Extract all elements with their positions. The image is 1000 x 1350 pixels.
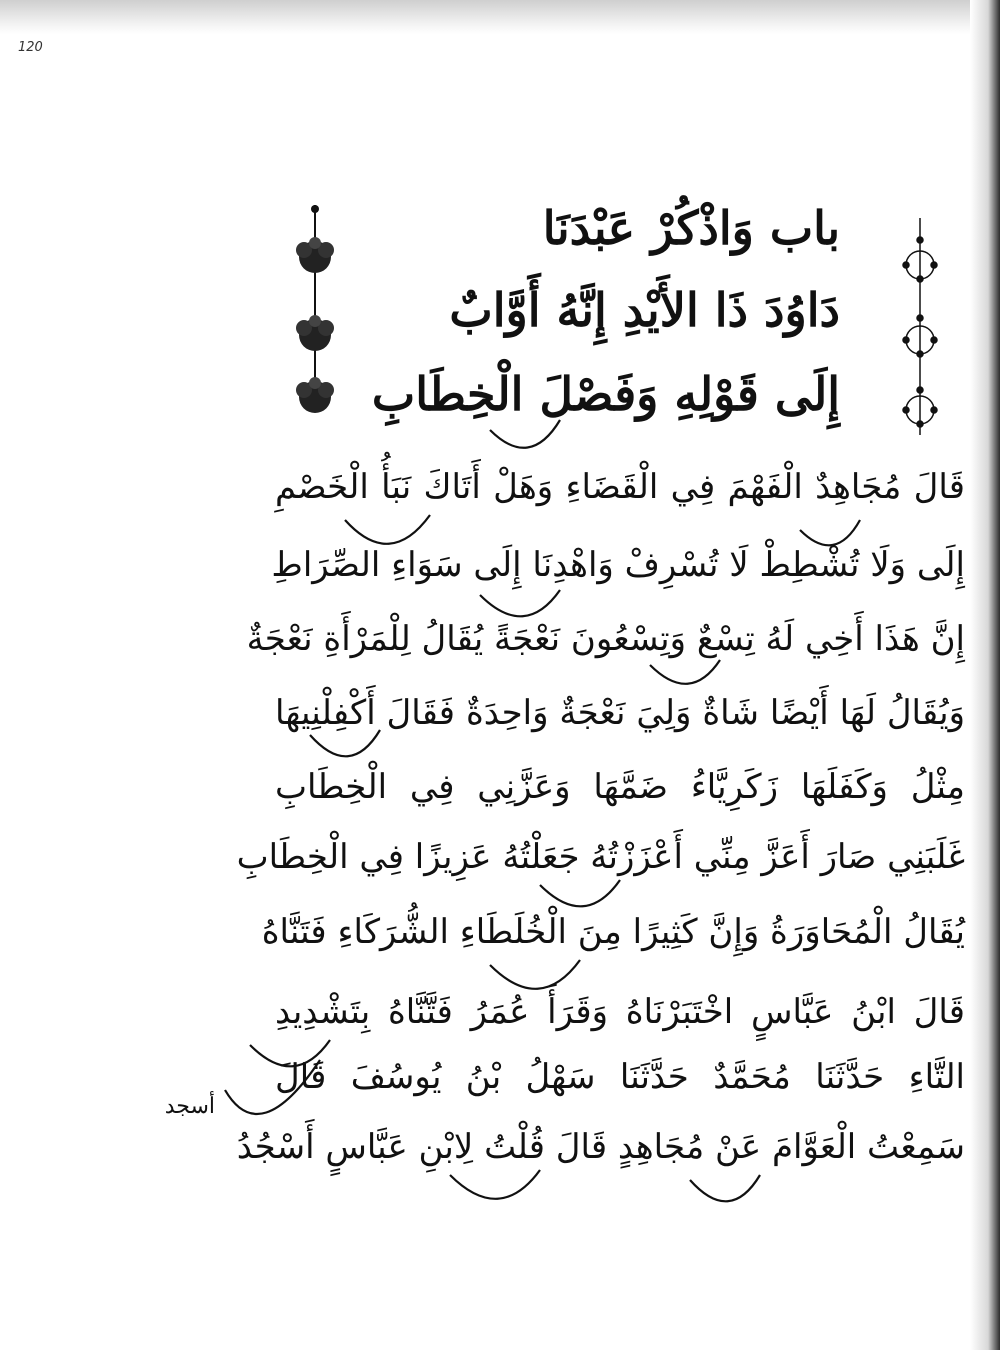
body-line-9: التَّاءِ حَدَّثَنَا مُحَمَّدٌ حَدَّثَنَا سَهْلُ بْنُ يُوسُفَ قَالَ (275, 1057, 965, 1097)
body-line-5: مِثْلُ وَكَفَلَهَا زَكَرِيَّاءُ ضَمَّهَا وَعَزَّنِي فِي الْخِطَابِ (275, 767, 965, 807)
heading-line-1: باب وَاذْكُرْ عَبْدَنَا (542, 201, 840, 255)
body-line-1: قَالَ مُجَاهِدٌ الْفَهْمَ فِي الْقَضَاءِ وَهَلْ أَتَاكَ نَبَأُ الْخَصْمِ (275, 467, 965, 507)
body-line-4: وَيُقَالُ لَهَا أَيْضًا شَاةٌ وَلِيَ نَعْجَةٌ وَاحِدَةٌ فَقَالَ أَكْفِلْنِيهَا (275, 693, 965, 733)
heading-line-3: إِلَى قَوْلِهِ وَفَصْلَ الْخِطَابِ (371, 367, 840, 421)
flourish-curve (490, 420, 560, 448)
body-line-10: سَمِعْتُ الْعَوَّامَ عَنْ مُجَاهِدٍ قَالَ قُلْتُ لِابْنِ عَبَّاسٍ أَسْجُدُ (236, 1127, 965, 1167)
flourish-curve (690, 1175, 760, 1201)
marginal-note: أسجد (164, 1094, 215, 1119)
flourish-curve (540, 880, 620, 906)
body-line-3: إِنَّ هَذَا أَخِي لَهُ تِسْعٌ وَتِسْعُونَ نَعْجَةً يُقَالُ لِلْمَرْأَةِ نَعْجَةٌ (246, 619, 965, 659)
flourish-curve (650, 660, 720, 684)
body-line-6: غَلَبَنِي صَارَ أَعَزَّ مِنِّي أَعْزَزْتُهُ جَعَلْتُهُ عَزِيزًا فِي الْخِطَابِ (236, 837, 965, 877)
flourish-curve (800, 520, 860, 545)
folio-number: 120 (18, 40, 43, 55)
flourish-curve (490, 960, 580, 989)
flourish-curve (450, 1170, 540, 1199)
flourish-curve (480, 590, 560, 616)
body-line-7: يُقَالُ الْمُحَاوَرَةُ وَإِنَّ كَثِيرًا مِنَ الْخُلَطَاءِ الشُّرَكَاءِ فَتَنَّاهُ (261, 912, 965, 952)
body-line-8: قَالَ ابْنُ عَبَّاسٍ اخْتَبَرْنَاهُ وَقَرَأَ عُمَرُ فَتَّنَّاهُ بِتَشْدِيدِ (275, 992, 965, 1032)
flourish-curve (310, 730, 380, 756)
heading-line-2: دَاوُدَ ذَا الأَيْدِ إِنَّهُ أَوَّابٌ (449, 283, 840, 337)
flourish-curve (225, 1060, 320, 1114)
flourish-curve (345, 515, 430, 544)
body-line-2: إِلَى وَلَا تُشْطِطْ لَا تُسْرِفْ وَاهْدِنَا إِلَى سَوَاءِ الصِّرَاطِ (271, 545, 965, 585)
